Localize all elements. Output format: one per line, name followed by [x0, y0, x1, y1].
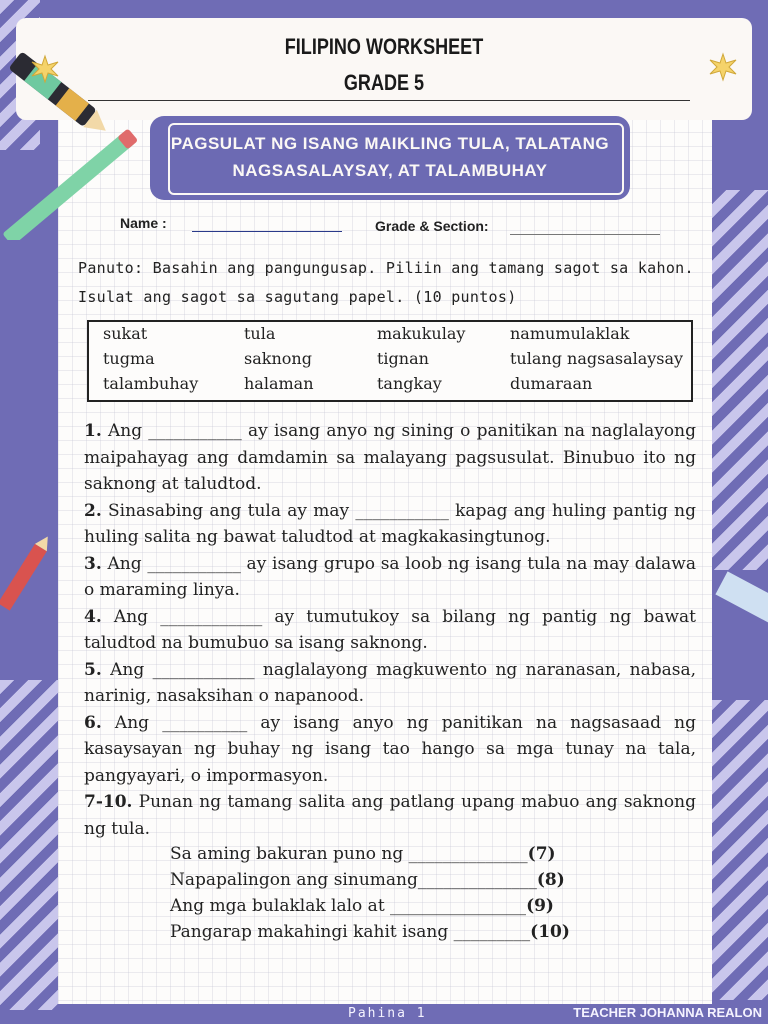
grade-title: GRADE 5	[343, 70, 425, 95]
grade-section-label: Grade & Section:	[375, 218, 489, 234]
poem-line-text: Ang mga bulaklak lalo at ________________	[170, 896, 527, 916]
grade-section-field[interactable]	[510, 234, 660, 235]
word-option: makukulay	[377, 324, 466, 343]
name-label: Name :	[120, 215, 167, 231]
question-text: Ang ___________ ay isang anyo ng sining o panitikan na naglalayong maipahayag ang damdamin sa malayang pagsusulat. Binubuo ito ng saknong at taludtod.	[84, 421, 696, 494]
banner-line-1: PAGSULAT NG ISANG MAIKLING TULA, TALATANG	[170, 134, 610, 153]
title-divider	[88, 100, 690, 101]
question-item	[84, 551, 696, 604]
worksheet-title: FILIPINO WORKSHEET	[284, 34, 484, 59]
question-item	[84, 657, 696, 710]
topic-banner-text	[160, 130, 620, 184]
question-text: Ang __________ ay isang anyo ng panitikan na nagsasaad ng kasaysayan ng buhay ng isang tao hango sa mga tunay na tala, pangyayari, o impormasyon.	[84, 712, 696, 786]
poem-line-number: (9)	[526, 896, 554, 916]
question-item	[84, 789, 696, 842]
question-number: 2.	[84, 500, 102, 521]
question-text: Sinasabing ang tula ay may ___________ kapag ang huling pantig ng huling salita ng bawat taludtod at magkakasingtunog.	[84, 500, 696, 547]
star-icon	[28, 54, 62, 84]
decorative-stripes-bottom-right	[708, 700, 768, 1000]
question-number: 4.	[84, 606, 102, 627]
poem-line-text: Sa aming bakuran puno ng ______________	[170, 844, 528, 864]
banner-line-2: NAGSASALAYSAY, AT TALAMBUHAY	[232, 161, 548, 180]
word-option: tugma	[103, 349, 155, 368]
star-icon	[706, 52, 740, 84]
question-number: 3.	[84, 553, 102, 574]
word-option: saknong	[244, 349, 312, 368]
question-list	[84, 418, 696, 842]
poem-line-number: (8)	[536, 870, 565, 890]
word-option: tula	[244, 324, 276, 343]
question-text: Punan ng tamang salita ang patlang upang mabuo ang saknong ng tula.	[84, 792, 696, 839]
question-item	[84, 498, 696, 551]
instructions: Panuto: Basahin ang pangungusap. Piliin ang tamang sagot sa kahon. Isulat ang sagot sa sagutang papel. (10 puntos)	[78, 259, 694, 306]
word-option: namumulaklak	[510, 324, 630, 343]
word-option: tangkay	[377, 374, 442, 393]
word-option: sukat	[103, 324, 148, 343]
poem-line-number: (10)	[530, 922, 570, 942]
word-option: tignan	[377, 349, 429, 368]
word-option: halaman	[244, 374, 314, 393]
poem-line	[170, 893, 570, 919]
author-credit: TEACHER JOHANNA REALON	[573, 1005, 762, 1020]
poem-line	[170, 867, 570, 893]
question-number: 1.	[84, 421, 102, 441]
word-box	[87, 320, 693, 402]
question-text: Ang ____________ ay tumutukoy sa bilang ng pantig ng bawat taludtod na bumubuo sa isang saknong.	[84, 606, 696, 653]
red-pencil-icon	[0, 528, 50, 618]
page-number: Pahina 1	[348, 1006, 427, 1021]
name-field[interactable]	[192, 231, 342, 232]
decorative-stripes-left	[0, 680, 60, 1010]
question-number: 5.	[84, 659, 102, 680]
question-number: 7-10.	[84, 792, 133, 812]
question-number: 6.	[84, 712, 102, 733]
poem-line-number: (7)	[527, 844, 556, 864]
eraser-icon	[712, 560, 768, 630]
question-text: Ang ____________ naglalayong magkuwento ng naranasan, nabasa, narinig, nasaksihan o napanood.	[84, 659, 696, 706]
question-item	[84, 604, 696, 657]
poem-line	[170, 919, 570, 945]
poem-line	[170, 841, 570, 867]
crayon-illustration-icon	[0, 40, 140, 240]
question-item	[84, 710, 696, 790]
poem-line-text: Napapalingon ang sinumang______________	[170, 870, 537, 890]
poem-stanza	[170, 841, 570, 945]
word-option: dumaraan	[510, 374, 593, 393]
word-option: talambuhay	[103, 374, 199, 393]
poem-line-text: Pangarap makahingi kahit isang _________	[170, 922, 531, 942]
question-item	[84, 418, 696, 498]
word-option: tulang nagsasalaysay	[510, 349, 684, 368]
question-text: Ang ___________ ay isang grupo sa loob ng isang tula na may dalawa o maraming linya.	[84, 553, 696, 600]
